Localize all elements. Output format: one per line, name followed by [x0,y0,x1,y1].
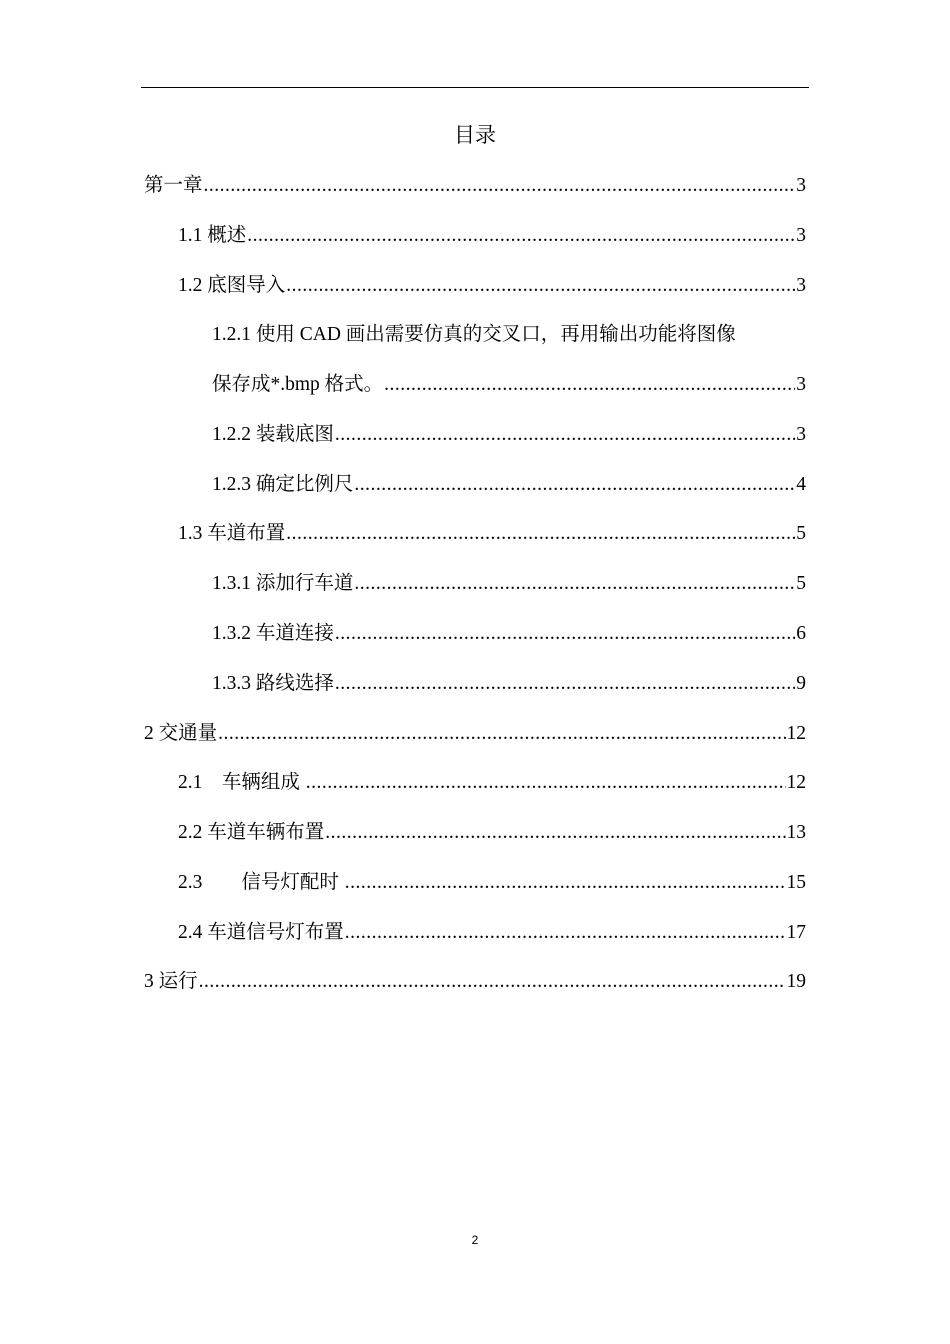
toc-entry-label: 3 运行 [144,971,198,992]
dot-leader [218,718,785,750]
toc-entry-1-2[interactable] [178,270,806,302]
toc-entry-label: 第一章 [144,175,203,196]
toc-entry-2-3[interactable] [178,867,806,899]
dot-leader [354,469,795,501]
toc-entry-page: 17 [786,922,806,943]
toc-entry-label: 2.1 车辆组成 [178,772,305,793]
dot-leader [286,518,795,550]
toc-entry-label: 1.3.2 车道连接 [212,623,334,644]
toc-entry-page: 3 [796,175,806,196]
toc-entry-1-2-2[interactable] [212,419,806,451]
toc-entry-1-3[interactable] [178,518,806,550]
toc-entry-1-1[interactable] [178,220,806,252]
dot-leader [345,917,786,949]
dot-leader [384,369,795,401]
toc-entry-label: 保存成*.bmp 格式。 [212,374,384,395]
toc-entry-label: 1.3.3 路线选择 [212,673,334,694]
toc-entry-label: 1.3.1 添加行车道 [212,573,354,594]
toc-entry-page: 19 [786,971,806,992]
toc-entry-1-3-2[interactable] [212,618,806,650]
toc-entry-chapter-3[interactable] [144,966,806,998]
dot-leader [335,618,795,650]
dot-leader [354,568,795,600]
toc-entry-label: 2.3 信号灯配时 [178,872,344,893]
dot-leader [286,270,795,302]
dot-leader [335,419,795,451]
dot-leader [199,966,786,998]
toc-entry-page: 13 [786,822,806,843]
dot-leader [325,817,785,849]
toc-entry-1-2-1-line1[interactable]: 1.2.1 使用 CAD 画出需要仿真的交叉口，再用输出功能将图像 [212,324,736,345]
toc-entry-1-2-3[interactable] [212,469,806,501]
toc-entry-1-2-1[interactable] [212,369,806,401]
toc-title: 目录 [454,123,496,147]
toc-entry-page: 3 [796,225,806,246]
toc-entry-label: 2 交通量 [144,723,218,744]
toc-entry-label: 1.2.3 确定比例尺 [212,474,354,495]
dot-leader [204,170,796,202]
toc-entry-page: 4 [796,474,806,495]
toc-entry-page: 3 [796,374,806,395]
toc-entry-page: 3 [796,275,806,296]
toc-entry-label: 1.1 概述 [178,225,247,246]
toc-entry-1-3-3[interactable] [212,668,806,700]
toc-entry-2-1[interactable] [178,767,806,799]
page-number: 2 [471,1233,479,1247]
toc-entry-label: 2.2 车道车辆布置 [178,822,325,843]
toc-entry-page: 12 [786,772,806,793]
toc-entry-1-3-1[interactable] [212,568,806,600]
toc-entry-label: 1.2.2 装载底图 [212,424,334,445]
toc-entry-page: 5 [796,523,806,544]
toc-entry-2-4[interactable] [178,917,806,949]
toc-entry-label: 2.4 车道信号灯布置 [178,922,344,943]
toc-entry-page: 5 [796,573,806,594]
toc-entry-2-2[interactable] [178,817,806,849]
dot-leader [247,220,795,252]
dot-leader [335,668,795,700]
toc-entry-page: 6 [796,623,806,644]
toc-entry-label: 1.2 底图导入 [178,275,286,296]
toc-entry-label: 1.3 车道布置 [178,523,286,544]
toc-entry-chapter-2[interactable] [144,718,806,750]
header-rule [141,87,809,88]
toc-entry-page: 9 [796,673,806,694]
toc-entry-page: 12 [786,723,806,744]
dot-leader [306,767,786,799]
toc-entry-chapter-1[interactable] [144,170,806,202]
toc-entry-page: 15 [786,872,806,893]
dot-leader [345,867,786,899]
toc-entry-page: 3 [796,424,806,445]
